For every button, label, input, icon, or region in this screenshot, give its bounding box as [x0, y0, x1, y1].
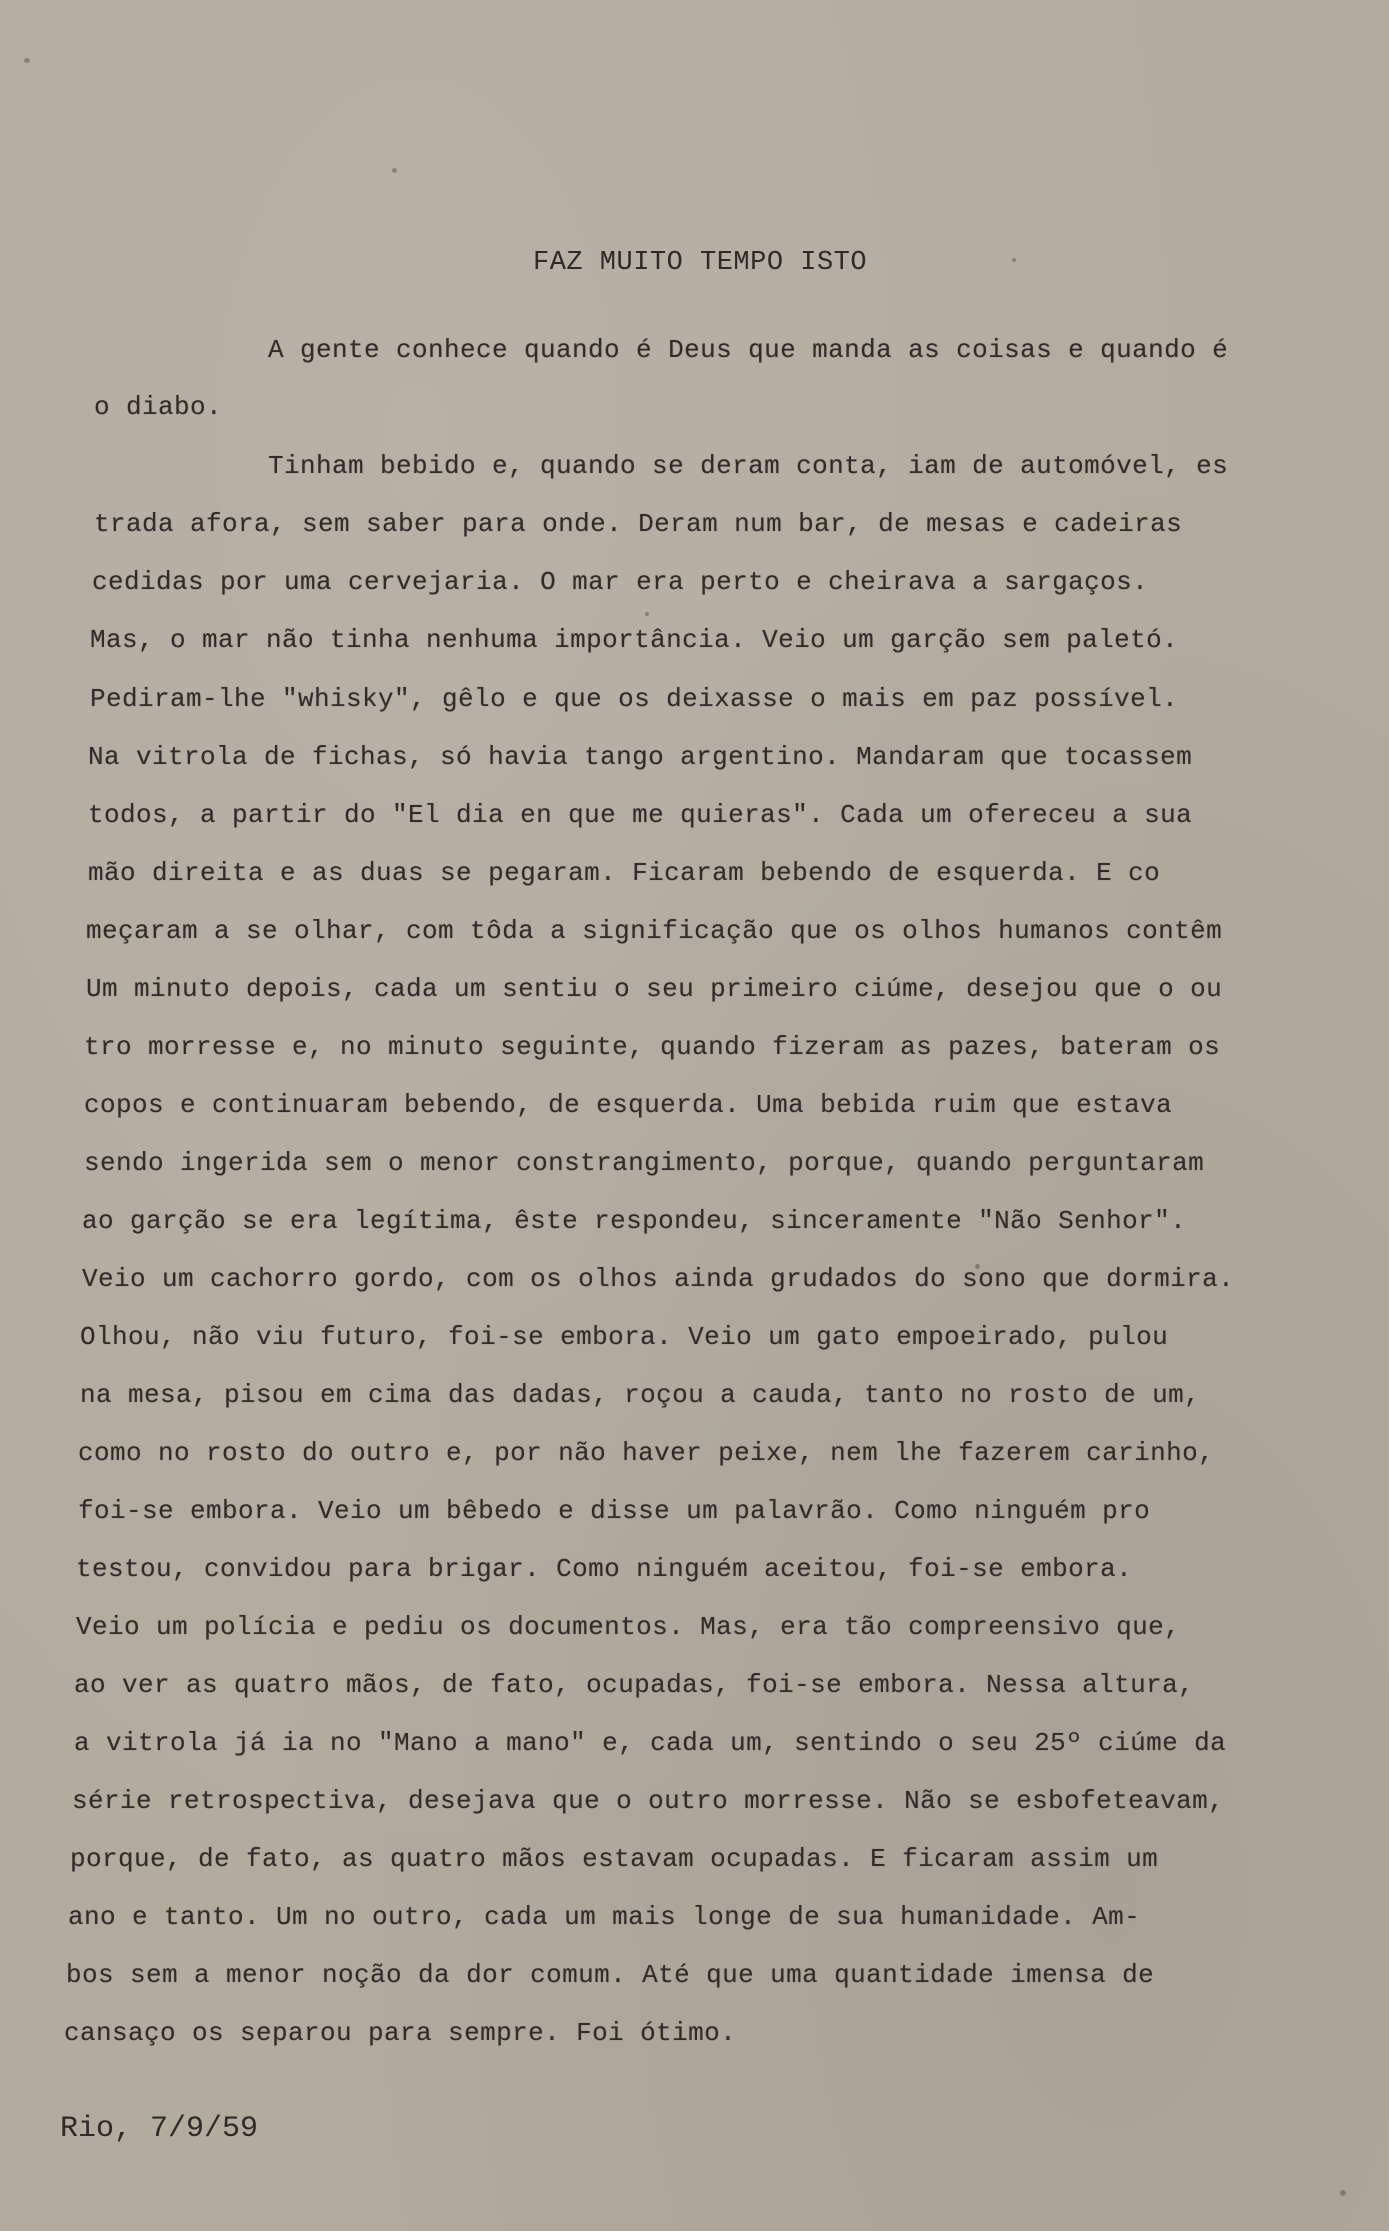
- text-line: bos sem a menor noção da dor comum. Até que uma quantidade imensa de: [66, 1960, 1155, 1990]
- paper-speck: [1012, 258, 1016, 262]
- text-line: trada afora, sem saber para onde. Deram num bar, de mesas e cadeiras: [94, 509, 1183, 539]
- text-line: Um minuto depois, cada um sentiu o seu primeiro ciúme, desejou que o ou: [86, 974, 1223, 1004]
- text-line: como no rosto do outro e, por não haver peixe, nem lhe fazerem carinho,: [78, 1438, 1215, 1468]
- text-line: mão direita e as duas se pegaram. Ficaram bebendo de esquerda. E co: [88, 858, 1161, 888]
- paper-speck: [975, 1264, 980, 1269]
- paper-speck: [1340, 2190, 1346, 2196]
- text-line: meçaram a se olhar, com tôda a significação que os olhos humanos contêm: [86, 916, 1223, 946]
- text-line: Mas, o mar não tinha nenhuma importância. Veio um garção sem paletó.: [90, 625, 1179, 655]
- paper-speck: [392, 168, 397, 173]
- document-title: FAZ MUITO TEMPO ISTO: [533, 248, 868, 278]
- text-line: Olhou, não viu futuro, foi-se embora. Veio um gato empoeirado, pulou: [80, 1322, 1169, 1352]
- text-line: copos e continuaram bebendo, de esquerda. Uma bebida ruim que estava: [84, 1090, 1173, 1120]
- text-line: porque, de fato, as quatro mãos estavam ocupadas. E ficaram assim um: [70, 1844, 1159, 1874]
- text-line: Veio um cachorro gordo, com os olhos ainda grudados do sono que dormira.: [82, 1264, 1235, 1294]
- text-line: cedidas por uma cervejaria. O mar era perto e cheirava a sargaços.: [92, 567, 1149, 597]
- text-line: na mesa, pisou em cima das dadas, roçou a cauda, tanto no rosto de um,: [80, 1380, 1201, 1410]
- text-line: Na vitrola de fichas, só havia tango argentino. Mandaram que tocassem: [88, 742, 1193, 772]
- text-line: A gente conhece quando é Deus que manda as coisas e quando é: [268, 335, 1229, 365]
- text-line: tro morresse e, no minuto seguinte, quando fizeram as pazes, bateram os: [84, 1032, 1221, 1062]
- paper-speck: [645, 612, 649, 616]
- text-line: ano e tanto. Um no outro, cada um mais longe de sua humanidade. Am-: [68, 1902, 1141, 1932]
- text-line: sendo ingerida sem o menor constrangimento, porque, quando perguntaram: [84, 1148, 1205, 1178]
- text-line: o diabo.: [94, 392, 223, 422]
- text-line: todos, a partir do "El dia en que me quieras". Cada um ofereceu a sua: [88, 800, 1193, 830]
- text-line: Tinham bebido e, quando se deram conta, iam de automóvel, es: [268, 451, 1229, 481]
- text-line: ao ver as quatro mãos, de fato, ocupadas, foi-se embora. Nessa altura,: [74, 1670, 1195, 1700]
- text-line: testou, convidou para brigar. Como ninguém aceitou, foi-se embora.: [76, 1554, 1133, 1584]
- paper-speck: [24, 58, 30, 63]
- text-line: cansaço os separou para sempre. Foi ótimo.: [64, 2018, 737, 2048]
- text-line: ao garção se era legítima, êste respondeu, sinceramente "Não Senhor".: [82, 1206, 1187, 1236]
- text-line: foi-se embora. Veio um bêbedo e disse um palavrão. Como ninguém pro: [78, 1496, 1151, 1526]
- text-line: Pediram-lhe "whisky", gêlo e que os deixasse o mais em paz possível.: [90, 684, 1179, 714]
- text-line: Veio um polícia e pediu os documentos. Mas, era tão compreensivo que,: [76, 1612, 1181, 1642]
- text-line: a vitrola já ia no "Mano a mano" e, cada um, sentindo o seu 25º ciúme da: [74, 1728, 1227, 1758]
- document-date: Rio, 7/9/59: [60, 2112, 259, 2146]
- text-line: série retrospectiva, desejava que o outro morresse. Não se esbofeteavam,: [72, 1786, 1225, 1816]
